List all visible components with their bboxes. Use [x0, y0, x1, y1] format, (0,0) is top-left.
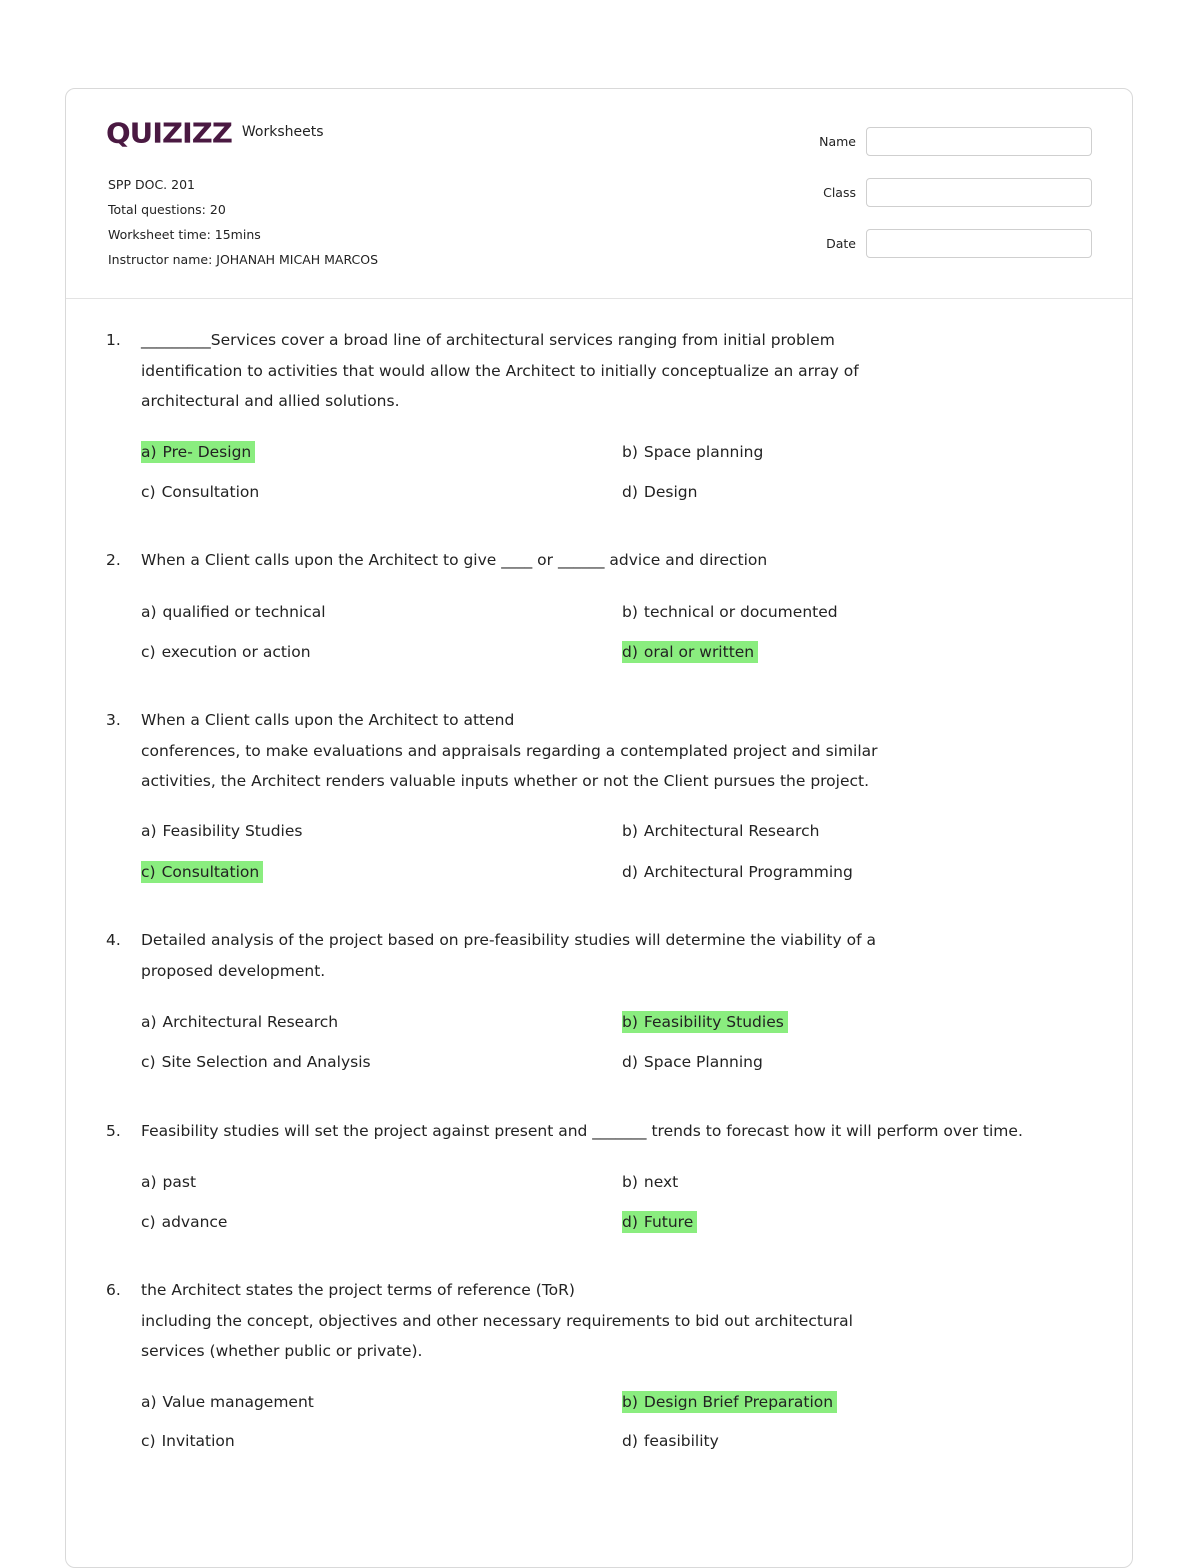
option-c [141, 1430, 239, 1452]
option-d [622, 1051, 767, 1073]
option-text: Feasibility Studies [643, 1013, 784, 1031]
option-a [141, 820, 306, 842]
worksheet-time: Worksheet time: 15mins [108, 227, 261, 242]
instructor-name: Instructor name: JOHANAH MICAH MARCOS [108, 252, 379, 267]
total-questions: Total questions: 20 [108, 202, 226, 217]
option-letter: b) [622, 603, 638, 621]
option-text: Value management [162, 1393, 314, 1411]
worksheet-card [65, 88, 1133, 1568]
option-letter: b) [622, 1013, 638, 1031]
option-letter: c) [141, 643, 156, 661]
option-d [622, 641, 758, 663]
option-d [622, 481, 701, 503]
option-letter: d) [622, 483, 638, 501]
class-field-row [819, 177, 1092, 208]
option-c [141, 641, 315, 663]
option-text: Architectural Research [643, 822, 820, 840]
question-6 [106, 1275, 1096, 1465]
option-letter: c) [141, 483, 156, 501]
option-text: Consultation [161, 483, 260, 501]
option-b [622, 820, 823, 842]
question-number: 1. [106, 331, 121, 349]
question-number: 2. [106, 551, 121, 569]
option-d [622, 1211, 697, 1233]
option-letter: d) [622, 643, 638, 661]
date-field[interactable] [866, 229, 1092, 258]
question-number: 5. [106, 1122, 121, 1140]
option-letter: a) [141, 603, 157, 621]
option-letter: c) [141, 863, 156, 881]
date-label: Date [826, 236, 856, 251]
option-letter: a) [141, 1393, 157, 1411]
option-text: Architectural Programming [643, 863, 853, 881]
option-c [141, 1051, 375, 1073]
option-letter: c) [141, 1432, 156, 1450]
question-text: When a Client calls upon the Architect to give ____ or ______ advice and direction [141, 551, 768, 569]
option-b [622, 1391, 837, 1413]
question-4 [106, 925, 1096, 1085]
option-letter: d) [622, 1432, 638, 1450]
option-letter: a) [141, 1013, 157, 1031]
question-number: 3. [106, 711, 121, 729]
worksheet-header [66, 89, 1132, 299]
option-text: Design Brief Preparation [643, 1393, 834, 1411]
option-letter: b) [622, 443, 638, 461]
option-letter: a) [141, 443, 157, 461]
name-field-row [819, 126, 1092, 157]
question-3 [106, 705, 1096, 895]
option-a [141, 1171, 200, 1193]
option-b [622, 441, 767, 463]
name-field[interactable] [866, 127, 1092, 156]
class-label: Class [823, 185, 856, 200]
option-text: Design [643, 483, 698, 501]
option-text: Architectural Research [162, 1013, 339, 1031]
worksheet-title: SPP DOC. 201 [108, 177, 195, 192]
question-1 [106, 325, 1096, 515]
option-a [141, 1391, 318, 1413]
option-text: Space planning [643, 443, 764, 461]
option-letter: a) [141, 822, 157, 840]
student-fields [819, 126, 1092, 279]
option-c [141, 1211, 231, 1233]
option-text: feasibility [643, 1432, 719, 1450]
option-text: Site Selection and Analysis [161, 1053, 371, 1071]
option-letter: d) [622, 1053, 638, 1071]
question-text: When a Client calls upon the Architect to attend conferences, to make evaluations and appraisals regarding a contemplated project and similar activities, the Architect renders valuable inputs whether or not the Client pursues the project. [141, 711, 878, 790]
option-letter: c) [141, 1053, 156, 1071]
brand [106, 116, 324, 150]
question-text: Detailed analysis of the project based on pre-feasibility studies will determine the viability of a proposed development. [141, 931, 876, 980]
option-text: next [643, 1173, 679, 1191]
option-b [622, 1011, 788, 1033]
question-text: _________Services cover a broad line of architectural services ranging from initial problem identification to activities that would allow the Architect to initially conceptualize an array of architectural and allied solutions. [141, 331, 859, 410]
date-field-row [819, 228, 1092, 259]
option-text: Pre- Design [162, 443, 252, 461]
option-b [622, 1171, 682, 1193]
option-letter: c) [141, 1213, 156, 1231]
option-b [622, 601, 842, 623]
question-text: Feasibility studies will set the project against present and _______ trends to forecast how it will perform over time. [141, 1122, 1023, 1140]
option-text: past [162, 1173, 197, 1191]
option-letter: a) [141, 1173, 157, 1191]
option-d [622, 861, 857, 883]
logo-subtitle: Worksheets [241, 123, 324, 140]
option-text: oral or written [643, 643, 755, 661]
option-text: Consultation [161, 863, 260, 881]
question-number: 6. [106, 1281, 121, 1299]
option-text: advance [161, 1213, 228, 1231]
option-text: qualified or technical [162, 603, 326, 621]
question-number: 4. [106, 931, 121, 949]
option-text: Feasibility Studies [162, 822, 303, 840]
option-c [141, 481, 263, 503]
option-text: Space Planning [643, 1053, 763, 1071]
option-letter: d) [622, 1213, 638, 1231]
question-5 [106, 1116, 1096, 1246]
option-d [622, 1430, 723, 1452]
option-text: Invitation [161, 1432, 235, 1450]
class-field[interactable] [866, 178, 1092, 207]
option-letter: b) [622, 822, 638, 840]
question-2 [106, 545, 1096, 675]
option-letter: d) [622, 863, 638, 881]
option-a [141, 1011, 342, 1033]
option-a [141, 601, 330, 623]
option-c [141, 861, 263, 883]
option-text: execution or action [161, 643, 311, 661]
name-label: Name [819, 134, 856, 149]
worksheet-meta [108, 172, 378, 272]
question-text: the Architect states the project terms of reference (ToR) including the concept, objectives and other necessary requirements to bid out architectural services (whether public or private). [141, 1281, 853, 1360]
quizizz-logo: QUIZIZZ [106, 116, 232, 150]
option-a [141, 441, 255, 463]
option-letter: b) [622, 1173, 638, 1191]
option-text: technical or documented [643, 603, 838, 621]
option-text: Future [643, 1213, 694, 1231]
option-letter: b) [622, 1393, 638, 1411]
